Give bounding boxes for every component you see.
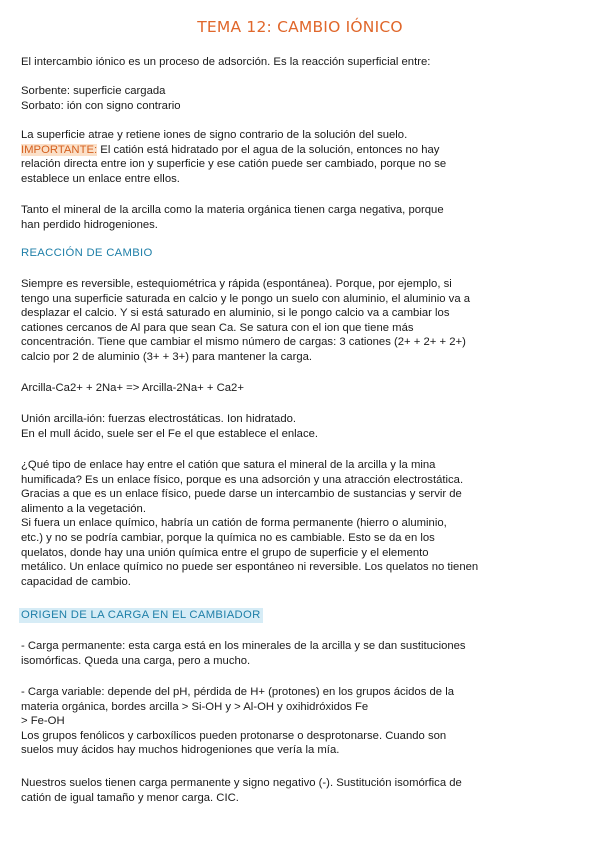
question-line: capacidad de cambio. (21, 575, 131, 588)
variable-line: Los grupos fenólicos y carboxílicos pueden protonarse o desprotonarse. Cuando son (21, 729, 447, 742)
reaction-line: concentración. Tiene que cambiar el mismo número de cargas: 3 cationes (2+ + 2+ + 2+) (21, 336, 466, 349)
question-line: etc.) y no se podría cambiar, porque la química no es cambiable. Esto se da en los (21, 531, 435, 544)
union-line: Unión arcilla-ión: fuerzas electrostáticas. Ion hidratado. (21, 413, 297, 425)
variable-charge-paragraph (21, 685, 583, 758)
final-line: catión de igual tamaño y menor carga. CIC. (21, 791, 239, 804)
intro-paragraph (21, 55, 583, 70)
union-paragraph (21, 412, 583, 441)
reaction-line: desplazar el calcio. Y si está saturado en aluminio, si le pongo calcio va a cambiar los (21, 307, 450, 320)
surface-line: La superficie atrae y retiene iones de signo contrario de la solución del suelo. (21, 129, 408, 141)
variable-line: > Fe-OH (21, 715, 65, 728)
heading-origin: ORIGEN DE LA CARGA EN EL CAMBIADOR (21, 609, 261, 621)
question-line: humificada? Es un enlace físico, porque es una adsorción y una atracción electrostática. (21, 473, 464, 486)
intro-line: El intercambio iónico es un proceso de adsorción. Es la reacción superficial entre: (21, 56, 431, 68)
surface-line: establece un enlace entre ellos. (21, 172, 180, 185)
charge-paragraph (21, 203, 583, 232)
important-label: IMPORTANTE: (21, 143, 98, 156)
variable-line: - Carga variable: depende del pH, pérdida de H+ (protones) en los grupos ácidos de la (21, 686, 454, 698)
final-line: Nuestros suelos tienen carga permanente y signo negativo (-). Sustitución isomórfica de (21, 777, 462, 789)
surface-paragraph (21, 128, 583, 186)
page-title: TEMA 12: CAMBIO IÓNICO (197, 18, 403, 36)
question-line: quelatos, donde hay una unión química entre el grupo de superficie y el elemento (21, 546, 429, 559)
charge-line: han perdido hidrogeniones. (21, 218, 158, 231)
permanent-charge-paragraph (21, 639, 583, 668)
heading-reaction: REACCIÓN DE CAMBIO (21, 247, 153, 259)
question-line: alimento a la vegetación. (21, 502, 146, 515)
definition-sorbato: Sorbato: ión con signo contrario (21, 99, 181, 112)
definition-sorbente: Sorbente: superficie cargada (21, 85, 166, 97)
question-line: Si fuera un enlace químico, habría un catión de forma permanente (hierro o aluminio, (21, 517, 447, 530)
variable-line: suelos muy ácidos hay muchos hidrogeniones que vería la mía. (21, 744, 340, 757)
surface-line: relación directa entre ion y superficie y ese catión puede ser cambiado, porque no se (21, 158, 447, 171)
equation: Arcilla-Ca2+ + 2Na+ => Arcilla-2Na+ + Ca2+ (21, 382, 244, 394)
permanent-line: - Carga permanente: esta carga está en los minerales de la arcilla y se dan sustituciones (21, 640, 466, 652)
definitions-list (21, 84, 583, 113)
reaction-line: Siempre es reversible, estequiométrica y rápida (espontánea). Porque, por ejemplo, si (21, 278, 452, 290)
reaction-line: calcio por 2 de aluminio (3+ + 3+) para mantener la carga. (21, 350, 313, 363)
important-line (21, 143, 583, 158)
reaction-line: cationes cercanos de Al para que sean Ca. Se satura con el ion que tiene más (21, 321, 414, 334)
final-paragraph (21, 776, 583, 805)
union-line: En el mull ácido, suele ser el Fe el que establece el enlace. (21, 427, 319, 440)
charge-line: Tanto el mineral de la arcilla como la materia orgánica tienen carga negativa, porque (21, 204, 444, 216)
important-text: El catión está hidratado por el agua de la solución, entonces no hay (97, 143, 440, 156)
question-line: metálico. Un enlace químico no puede ser espontáneo ni reversible. Los quelatos no tienen (21, 561, 479, 574)
question-line: Gracias a que es un enlace físico, puede darse un intercambio de sustancias y servir de (21, 488, 462, 501)
equation-line (21, 381, 583, 396)
variable-line: materia orgánica, bordes arcilla > Si-OH y > Al-OH y oxihidróxidos Fe (21, 700, 369, 713)
reaction-paragraph (21, 277, 583, 365)
permanent-line: isomórficas. Queda una carga, pero a mucho. (21, 654, 251, 667)
question-line: ¿Qué tipo de enlace hay entre el catión que satura el mineral de la arcilla y la mina (21, 459, 436, 471)
reaction-line: tengo una superficie saturada en calcio y le pongo un suelo con aluminio, el aluminio va a (21, 292, 471, 305)
question-paragraph (21, 458, 583, 589)
